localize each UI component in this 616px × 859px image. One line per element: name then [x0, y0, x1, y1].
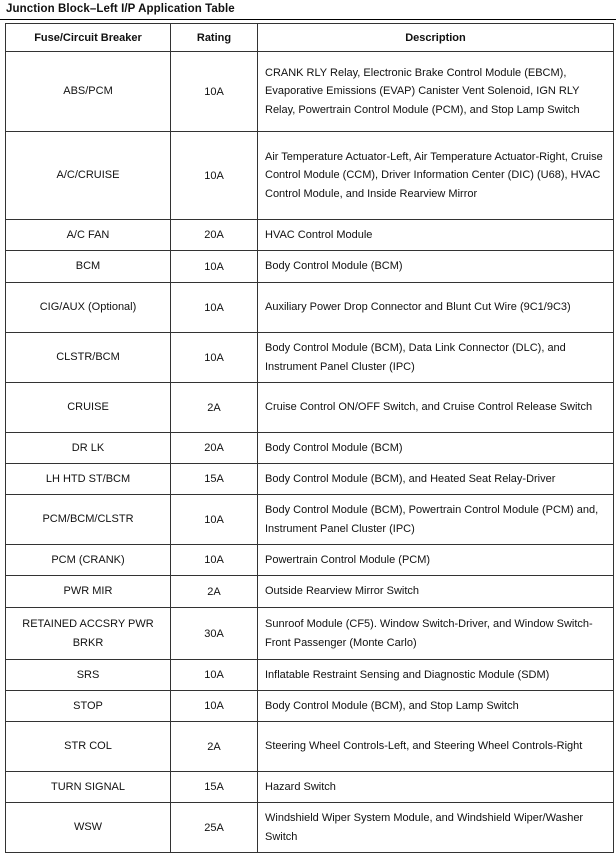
rating-cell: 25A — [171, 803, 258, 853]
fuse-cell: STR COL — [6, 722, 171, 772]
table-header-row — [6, 24, 614, 52]
description-cell: Sunroof Module (CF5). Window Switch-Driver, and Window Switch-Front Passenger (Monte Carlo) — [258, 608, 614, 660]
fuse-cell: PWR MIR — [6, 576, 171, 608]
fuse-cell: CIG/AUX (Optional) — [6, 283, 171, 333]
fuse-application-table — [5, 23, 614, 853]
description-cell: Body Control Module (BCM) — [258, 433, 614, 464]
page-title: Junction Block–Left I/P Application Table — [6, 3, 235, 15]
table-row — [6, 383, 614, 433]
table-row — [6, 283, 614, 333]
fuse-cell: DR LK — [6, 433, 171, 464]
rating-cell: 2A — [171, 383, 258, 433]
description-cell: Body Control Module (BCM), and Heated Seat Relay-Driver — [258, 464, 614, 495]
rating-cell: 15A — [171, 464, 258, 495]
rating-cell: 2A — [171, 722, 258, 772]
rating-cell: 10A — [171, 691, 258, 722]
header-description: Description — [258, 24, 614, 52]
fuse-cell: LH HTD ST/BCM — [6, 464, 171, 495]
fuse-cell: RETAINED ACCSRY PWR BRKR — [6, 608, 171, 660]
description-cell: Body Control Module (BCM), Data Link Connector (DLC), and Instrument Panel Cluster (IPC) — [258, 333, 614, 383]
description-cell: Outside Rearview Mirror Switch — [258, 576, 614, 608]
table-row — [6, 576, 614, 608]
description-cell: Body Control Module (BCM) — [258, 251, 614, 283]
description-cell: Windshield Wiper System Module, and Windshield Wiper/Washer Switch — [258, 803, 614, 853]
fuse-cell: SRS — [6, 660, 171, 691]
rating-cell: 10A — [171, 545, 258, 576]
description-cell: Powertrain Control Module (PCM) — [258, 545, 614, 576]
rating-cell: 10A — [171, 333, 258, 383]
table-row — [6, 608, 614, 660]
table-row — [6, 333, 614, 383]
rating-cell: 15A — [171, 772, 258, 803]
fuse-cell: WSW — [6, 803, 171, 853]
fuse-cell: A/C FAN — [6, 220, 171, 251]
table-row — [6, 722, 614, 772]
fuse-cell: ABS/PCM — [6, 52, 171, 132]
table-row — [6, 132, 614, 220]
rating-cell: 10A — [171, 283, 258, 333]
rating-cell: 10A — [171, 52, 258, 132]
fuse-cell: CRUISE — [6, 383, 171, 433]
fuse-cell: STOP — [6, 691, 171, 722]
rating-cell: 20A — [171, 433, 258, 464]
header-rating: Rating — [171, 24, 258, 52]
description-cell: Steering Wheel Controls-Left, and Steering Wheel Controls-Right — [258, 722, 614, 772]
rating-cell: 10A — [171, 660, 258, 691]
description-cell: Cruise Control ON/OFF Switch, and Cruise Control Release Switch — [258, 383, 614, 433]
description-cell: Air Temperature Actuator-Left, Air Temperature Actuator-Right, Cruise Control Module (CCM), Driver Information Center (DIC) (U68), HVAC Control Module, and Inside Rearview Mirror — [258, 132, 614, 220]
table-row — [6, 495, 614, 545]
rating-cell: 20A — [171, 220, 258, 251]
rating-cell: 10A — [171, 132, 258, 220]
description-cell: Hazard Switch — [258, 772, 614, 803]
rating-cell: 10A — [171, 495, 258, 545]
rating-cell: 2A — [171, 576, 258, 608]
description-cell: Body Control Module (BCM), Powertrain Control Module (PCM) and, Instrument Panel Cluster (IPC) — [258, 495, 614, 545]
table-row — [6, 52, 614, 132]
fuse-cell: BCM — [6, 251, 171, 283]
rating-cell: 30A — [171, 608, 258, 660]
table-row — [6, 251, 614, 283]
fuse-cell: CLSTR/BCM — [6, 333, 171, 383]
table-row — [6, 803, 614, 853]
description-cell: Inflatable Restraint Sensing and Diagnostic Module (SDM) — [258, 660, 614, 691]
table-row — [6, 660, 614, 691]
description-cell: CRANK RLY Relay, Electronic Brake Control Module (EBCM), Evaporative Emissions (EVAP) Canister Vent Solenoid, IGN RLY Relay, Powertrain Control Module (PCM), and Stop Lamp Switch — [258, 52, 614, 132]
rating-cell: 10A — [171, 251, 258, 283]
table-row — [6, 545, 614, 576]
table-row — [6, 464, 614, 495]
description-cell: Auxiliary Power Drop Connector and Blunt Cut Wire (9C1/9C3) — [258, 283, 614, 333]
table-row — [6, 772, 614, 803]
description-cell: Body Control Module (BCM), and Stop Lamp Switch — [258, 691, 614, 722]
fuse-cell: PCM (CRANK) — [6, 545, 171, 576]
fuse-cell: PCM/BCM/CLSTR — [6, 495, 171, 545]
fuse-cell: A/C/CRUISE — [6, 132, 171, 220]
fuse-cell: TURN SIGNAL — [6, 772, 171, 803]
table-row — [6, 433, 614, 464]
title-divider — [0, 19, 616, 20]
table-row — [6, 220, 614, 251]
table-row — [6, 691, 614, 722]
header-fuse: Fuse/Circuit Breaker — [6, 24, 171, 52]
description-cell: HVAC Control Module — [258, 220, 614, 251]
